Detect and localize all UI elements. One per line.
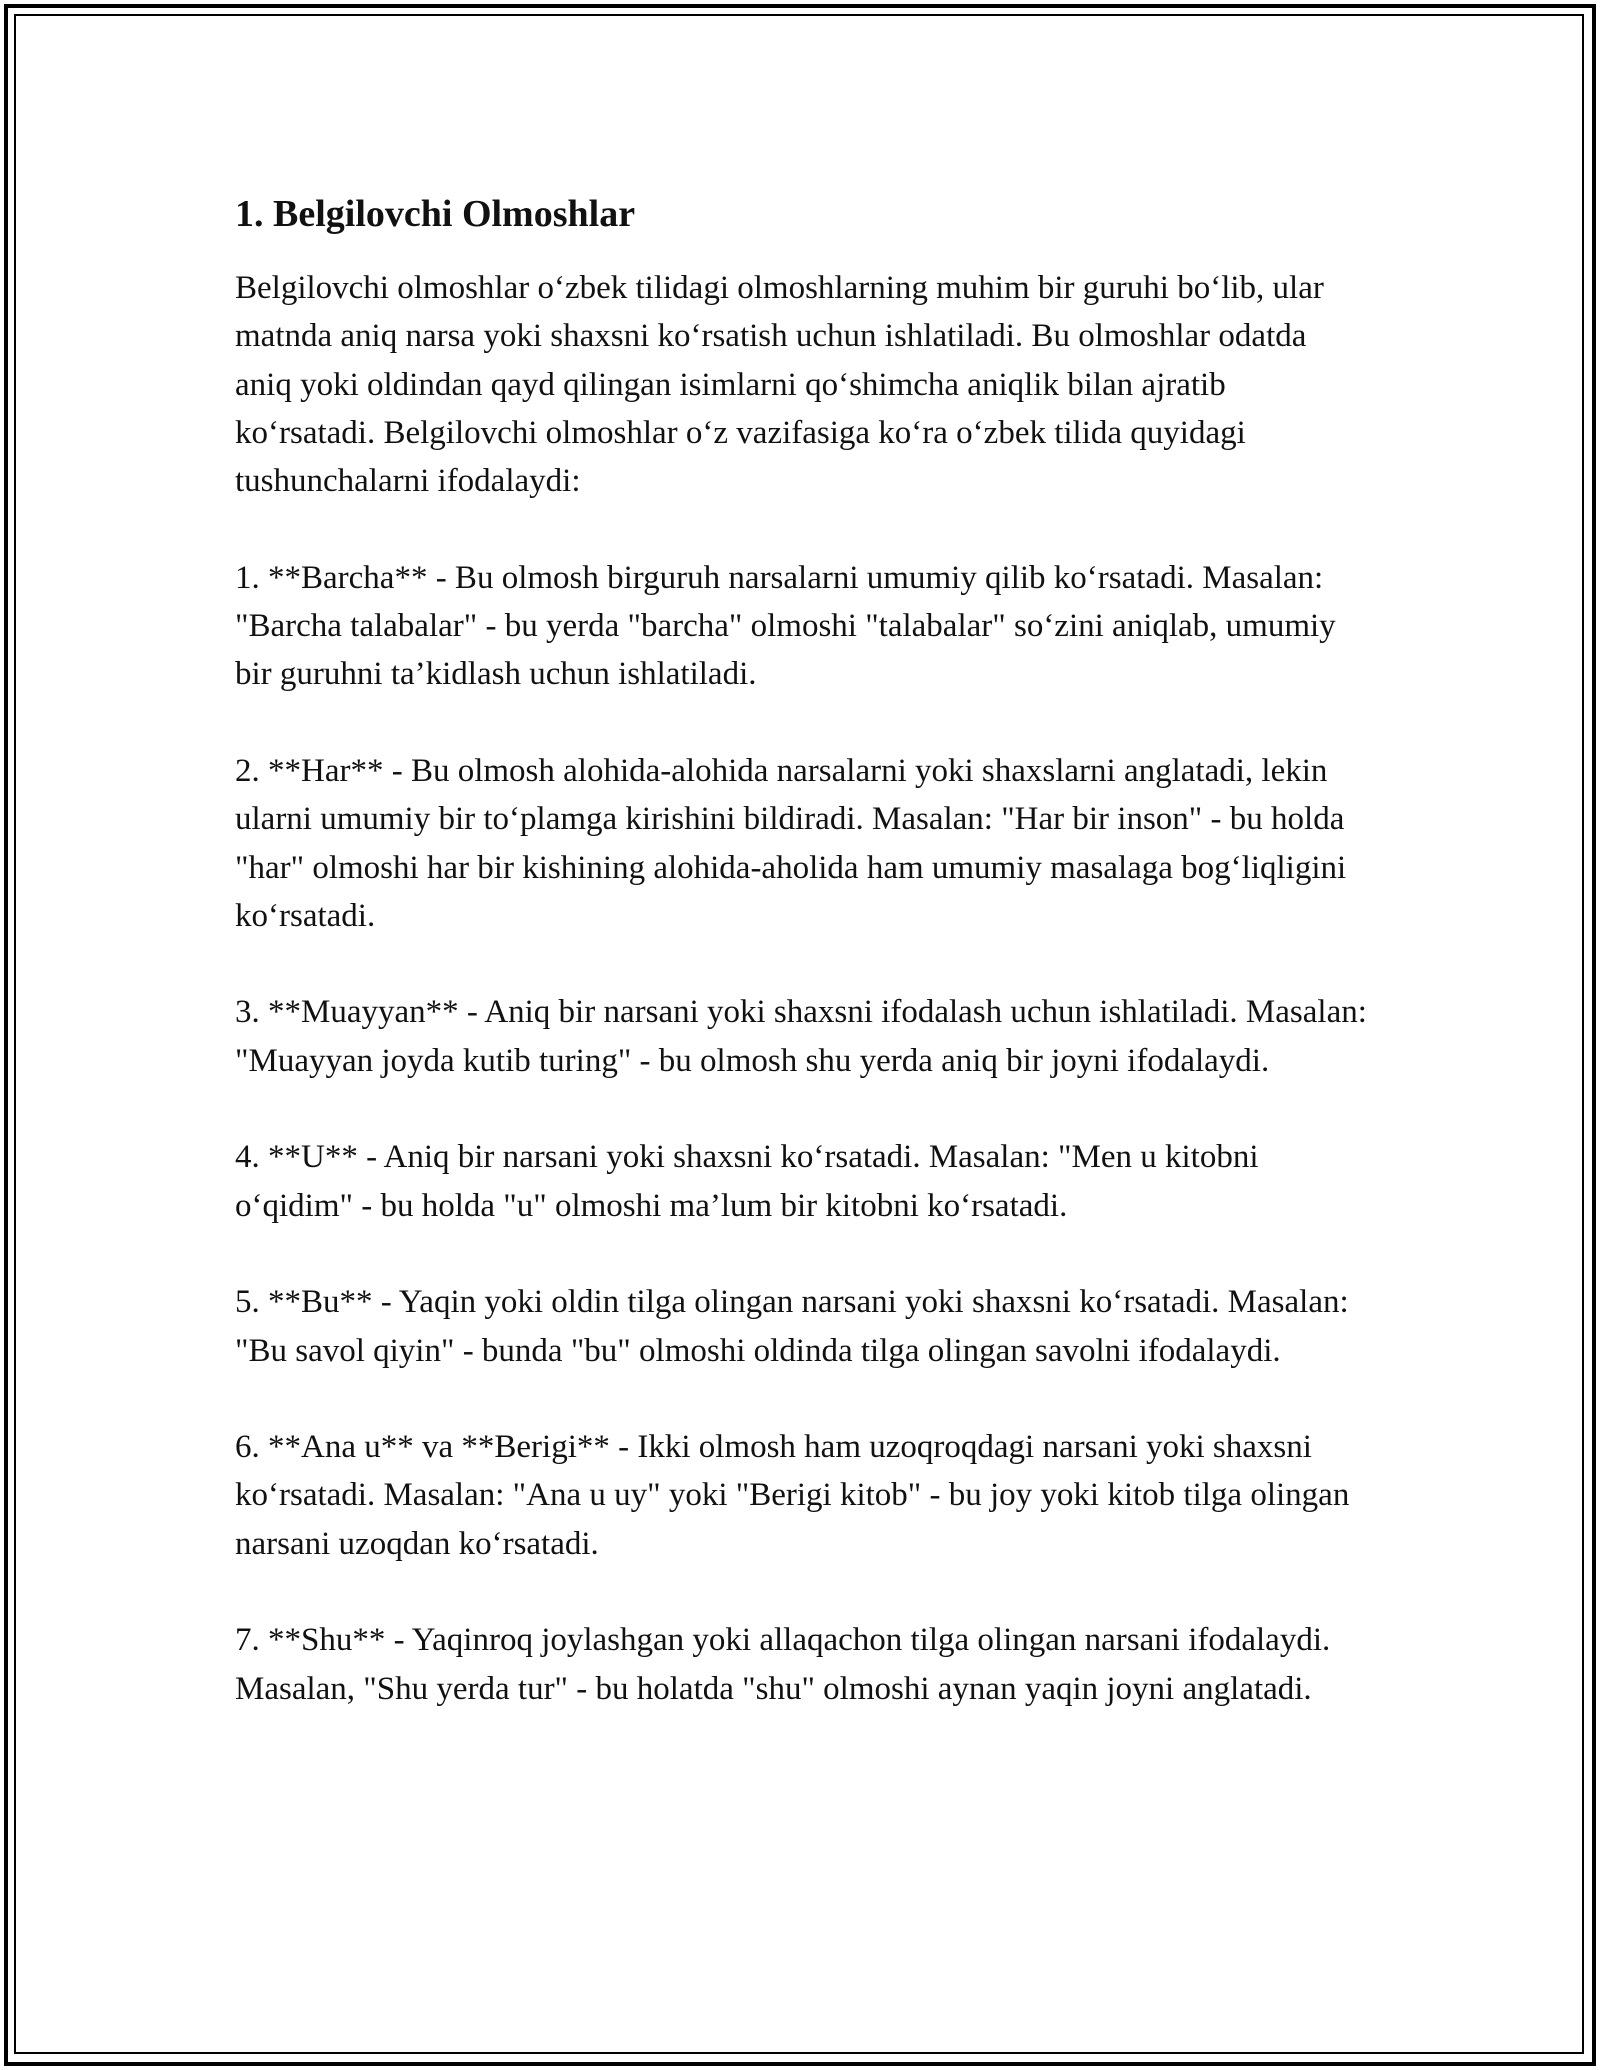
paragraph-gap — [235, 1568, 1370, 1616]
list-item-bu: 5. **Bu** - Yaqin yoki oldin tilga olingan narsani yoki shaxsni ko‘rsatadi. Masalan: "Bu savol qiyin" - bunda "bu" olmoshi oldinda tilga olingan savolni ifodalaydi. — [235, 1284, 1349, 1369]
list-item-har: 2. **Har** - Bu olmosh alohida-alohida narsalarni yoki shaxslarni anglatadi, lekin ularni umumiy bir to‘plamga kirishini bildiradi. Masalan: "Har bir inson" - bu holda "har" olmoshi har bir kishining alohida-aholida ham umumiy masalaga bog‘liqligini ko‘rsatadi. — [235, 752, 1347, 934]
paragraph-gap — [235, 699, 1370, 747]
paragraph-gap — [235, 940, 1370, 988]
intro-paragraph: Belgilovchi olmoshlar o‘zbek tilidagi olmoshlarning muhim bir guruhi bo‘lib, ular matnda aniq narsa yoki shaxsni ko‘rsatish uchun ishlatiladi. Bu olmoshlar odatda aniq yoki oldindan qayd qilingan isimlarni qo‘shimcha aniqlik bilan ajratib ko‘rsatadi. Belgilovchi olmoshlar o‘z vazifasiga ko‘ra o‘zbek tilida quyidagi tushunchalarni ifodalaydi: — [235, 270, 1324, 500]
list-item-shu: 7. **Shu** - Yaqinroq joylashgan yoki allaqachon tilga olingan narsani ifodalaydi. Masalan, "Shu yerda tur" - bu holatda "shu" olmoshi aynan yaqin joyni anglatadi. — [235, 1622, 1331, 1707]
paragraph-gap — [235, 1375, 1370, 1423]
paragraph-gap — [235, 1085, 1370, 1133]
paragraph-gap — [235, 1230, 1370, 1278]
list-item-barcha: 1. **Barcha** - Bu olmosh birguruh narsalarni umumiy qilib ko‘rsatadi. Masalan: "Barcha talabalar" - bu yerda "barcha" olmoshi "talabalar" so‘zini aniqlab, umumiy bir guruhni ta’kidlash uchun ishlatiladi. — [235, 559, 1336, 693]
paragraph-gap — [235, 505, 1370, 553]
document-body — [235, 186, 1370, 1713]
list-item-ana-u-berigi: 6. **Ana u** va **Berigi** - Ikki olmosh ham uzoqroqdagi narsani yoki shaxsni ko‘rsatadi. Masalan: "Ana u uy" yoki "Berigi kitob" - bu joy yoki kitob tilga olingan narsani uzoqdan ko‘rsatadi. — [235, 1429, 1350, 1562]
section-heading: 1. Belgilovchi Olmoshlar — [235, 193, 636, 235]
list-item-u: 4. **U** - Aniq bir narsani yoki shaxsni ko‘rsatadi. Masalan: "Men u kitobni o‘qidim" - bu holda "u" olmoshi ma’lum bir kitobni ko‘rsatadi. — [235, 1139, 1259, 1224]
list-item-muayyan: 3. **Muayyan** - Aniq bir narsani yoki shaxsni ifodalash uchun ishlatiladi. Masalan: "Muayyan joyda kutib turing" - bu olmosh shu yerda aniq bir joyni ifodalaydi. — [235, 994, 1367, 1079]
